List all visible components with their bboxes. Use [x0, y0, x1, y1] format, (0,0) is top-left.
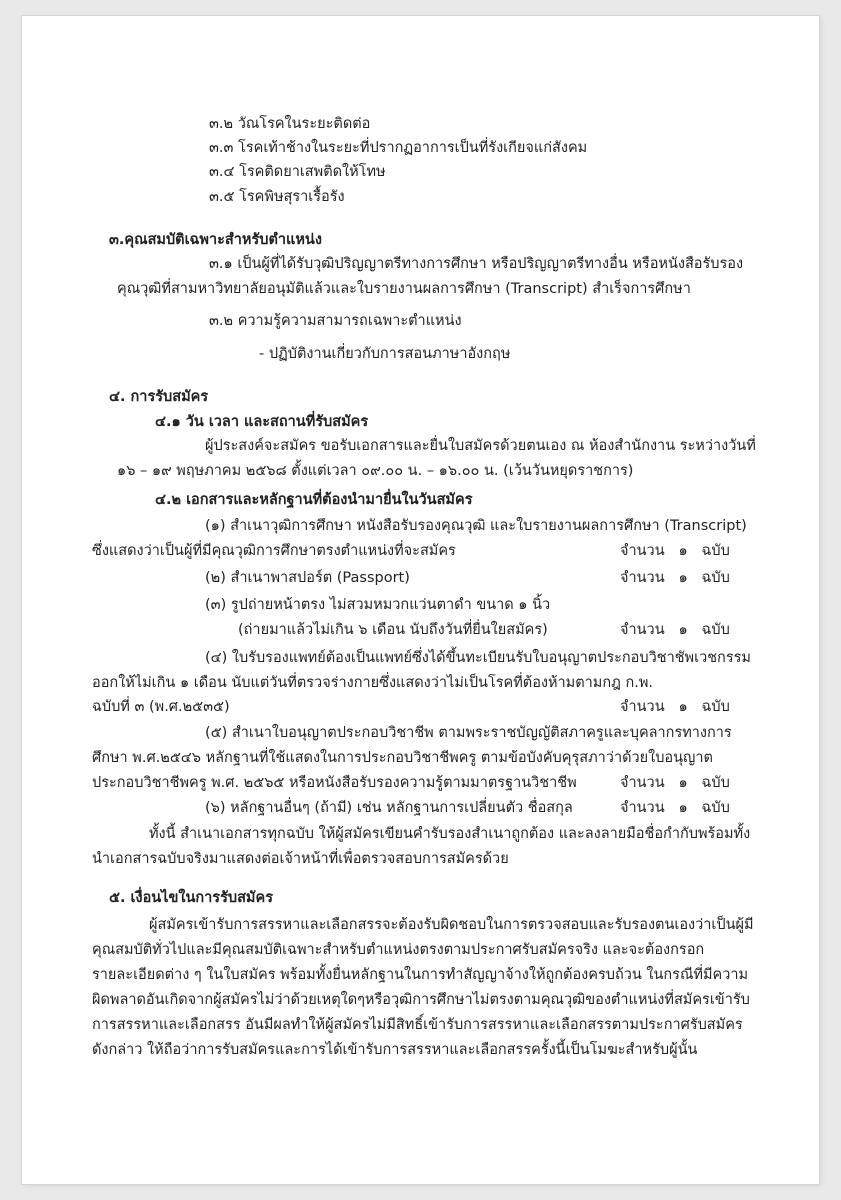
- list-item: - ปฏิบัติงานเกี่ยวกับการสอนภาษาอังกฤษ: [259, 346, 511, 362]
- quantity: จำนวน ๑ ฉบับ: [620, 775, 730, 791]
- document-item: (๒) สำเนาพาสปอร์ต (Passport): [205, 570, 410, 586]
- paragraph-line: คุณสมบัติทั่วไปและมีคุณสมบัติเฉพาะสำหรับตำแหน่งตรงตามประกาศรับสมัครจริง และจะต้องกรอก: [92, 942, 705, 958]
- list-item: ๓.๕ โรคพิษสุราเรื้อรัง: [209, 189, 345, 205]
- paragraph-line: ดังกล่าว ให้ถือว่าการรับสมัครและการได้เข้ารับการสรรหาและเลือกสรรครั้งนี้เป็นโมฆะสำหรับผู้นั้น: [92, 1042, 698, 1058]
- paragraph-line: ๑๖ – ๑๙ พฤษภาคม ๒๕๖๘ ตั้งแต่เวลา ๐๙.๐๐ น. – ๑๖.๐๐ น. (เว้นวันหยุดราชการ): [117, 463, 634, 479]
- quantity: จำนวน ๑ ฉบับ: [620, 570, 730, 586]
- list-item: ๓.๓ โรคเท้าช้างในระยะที่ปรากฏอาการเป็นที่รังเกียจแก่สังคม: [209, 140, 588, 156]
- paragraph-line: คุณวุฒิที่สามหาวิทยาลัยอนุมัติแล้วและใบรายงานผลการศึกษา (Transcript) สำเร็จการศึกษา: [117, 281, 691, 297]
- paragraph-line: ทั้งนี้ สำเนาเอกสารทุกฉบับ ให้ผู้สมัครเขียนคำรับรองสำเนาถูกต้อง และลงลายมือชื่อกำกับพร้อมทั้ง: [149, 826, 751, 842]
- document-item: ออกให้ไม่เกิน ๑ เดือน นับแต่วันที่ตรวจร่างกายซึ่งแสดงว่าไม่เป็นโรคที่ต้องห้ามตามกฎ ก.พ.: [92, 675, 654, 691]
- document-page: [22, 16, 819, 1184]
- paragraph-line: ผู้สมัครเข้ารับการสรรหาและเลือกสรรจะต้องรับผิดชอบในการตรวจสอบและรับรองตนเองว่าเป็นผู้มี: [149, 917, 754, 933]
- document-item: (ถ่ายมาแล้วไม่เกิน ๖ เดือน นับถึงวันที่ยื่นใยสมัคร): [238, 622, 548, 638]
- paragraph-line: ๓.๒ ความรู้ความสามารถเฉพาะตำแหน่ง: [209, 313, 462, 329]
- quantity: จำนวน ๑ ฉบับ: [620, 699, 730, 715]
- paragraph-line: ผู้ประสงค์จะสมัคร ขอรับเอกสารและยื่นใบสมัครด้วยตนเอง ณ ห้องสำนักงาน ระหว่างวันที่: [205, 438, 756, 454]
- document-item: ซึ่งแสดงว่าเป็นผู้ที่มีคุณวุฒิการศึกษาตรงตำแหน่งที่จะสมัคร: [92, 543, 456, 559]
- document-item: (๓) รูปถ่ายหน้าตรง ไม่สวมหมวกแว่นตาดำ ขนาด ๑ นิ้ว: [205, 597, 551, 613]
- list-item: ๓.๒ วัณโรคในระยะติดต่อ: [209, 116, 371, 132]
- paragraph-line: ๓.๑ เป็นผู้ที่ได้รับวุฒิปริญญาตรีทางการศึกษา หรือปริญญาตรีทางอื่น หรือหนังสือรับรอง: [209, 256, 744, 272]
- paragraph-line: รายละเอียดต่าง ๆ ในใบสมัคร พร้อมทั้งยื่นหลักฐานในการทำสัญญาจ้างให้ถูกต้องครบถ้วน ในกรณีที่มีความ: [92, 967, 749, 983]
- list-item: ๓.๔ โรคติดยาเสพติดให้โทษ: [209, 164, 386, 180]
- section-heading: ๔. การรับสมัคร: [109, 389, 209, 405]
- document-item: ศึกษา พ.ศ.๒๕๔๖ หลักฐานที่ใช้แสดงในการประกอบวิชาชีพครู ตามข้อบังคับคุรุสภาว่าด้วยใบอนุญาต: [92, 750, 713, 766]
- quantity: จำนวน ๑ ฉบับ: [620, 543, 730, 559]
- quantity: จำนวน ๑ ฉบับ: [620, 622, 730, 638]
- document-item: ฉบับที่ ๓ (พ.ศ.๒๕๓๕): [92, 699, 230, 715]
- paragraph-line: การสรรหาและเลือกสรร อันมีผลทำให้ผู้สมัครไม่มีสิทธิ์เข้ารับการสรรหาและเลือกสรรตามประกาศรับสมัคร: [92, 1017, 743, 1033]
- document-item: ประกอบวิชาชีพครู พ.ศ. ๒๕๖๕ หรือหนังสือรับรองความรู้ตามมาตรฐานวิชาชีพ: [92, 775, 577, 791]
- section-heading: ๓.คุณสมบัติเฉพาะสำหรับตำแหน่ง: [109, 232, 322, 248]
- document-item: (๔) ใบรับรองแพทย์ต้องเป็นแพทย์ซึ่งได้ขึ้นทะเบียนรับใบอนุญาตประกอบวิชาชัพเวชกรรม: [205, 650, 751, 666]
- section-heading: ๕. เงื่อนไขในการรับสมัคร: [109, 890, 273, 906]
- document-item: (๑) สำเนาวุฒิการศึกษา หนังสือรับรองคุณวุฒิ และใบรายงานผลการศึกษา (Transcript): [205, 518, 747, 534]
- paragraph-line: นำเอกสารฉบับจริงมาแสดงต่อเจ้าหน้าที่เพื่อตรวจสอบการสมัครด้วย: [92, 851, 509, 867]
- document-item: (๕) สำเนาใบอนุญาตประกอบวิชาชีพ ตามพระราชบัญญัติสภาครูและบุคลากรทางการ: [205, 725, 732, 741]
- paragraph-line: ผิดพลาดอันเกิดจากผู้สมัครไม่ว่าด้วยเหตุใดๆหรือวุฒิการศึกษาไม่ตรงตามคุณวุฒิของตำแหน่งที่สมัครเข้ารับ: [92, 992, 750, 1008]
- document-item: (๖) หลักฐานอื่นๆ (ถ้ามี) เช่น หลักฐานการเปลี่ยนตัว ชื่อสกุล: [205, 800, 573, 816]
- subsection-heading: ๔.๑ วัน เวลา และสถานที่รับสมัคร: [155, 414, 369, 430]
- subsection-heading: ๔.๒ เอกสารและหลักฐานที่ต้องนำมายื่นในวันสมัคร: [155, 492, 473, 508]
- quantity: จำนวน ๑ ฉบับ: [620, 800, 730, 816]
